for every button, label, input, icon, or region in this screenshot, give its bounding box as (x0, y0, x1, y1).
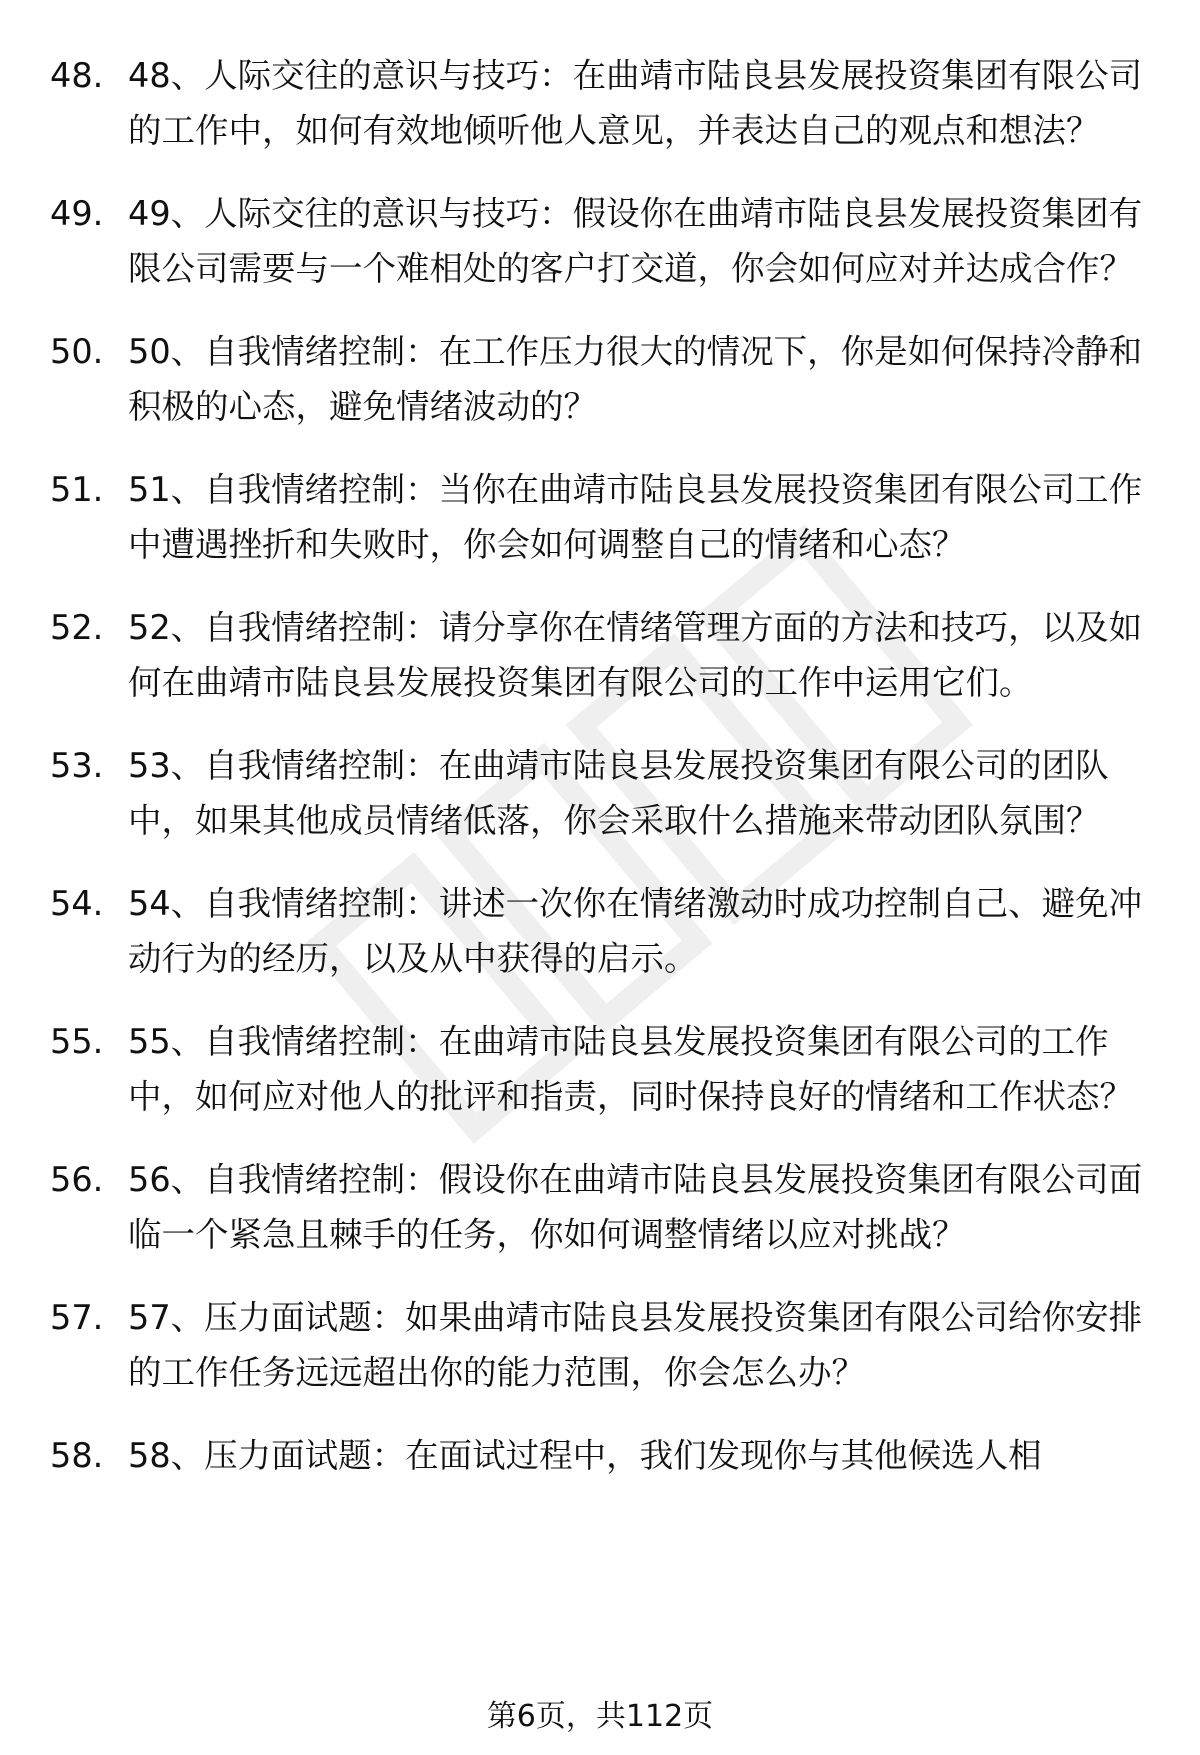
question-item (50, 1290, 1150, 1400)
question-text: 52、自我情绪控制：请分享你在情绪管理方面的方法和技巧，以及如何在曲靖市陆良县发展投资集团有限公司的工作中运用它们。 (128, 608, 1143, 702)
question-item (50, 186, 1150, 296)
question-number: 49. (50, 194, 104, 233)
question-number: 52. (50, 608, 104, 647)
question-item (50, 48, 1150, 158)
question-text: 56、自我情绪控制：假设你在曲靖市陆良县发展投资集团有限公司面临一个紧急且棘手的任务，你如何调整情绪以应对挑战？ (128, 1160, 1143, 1254)
question-text: 50、自我情绪控制：在工作压力很大的情况下，你是如何保持冷静和积极的心态，避免情绪波动的？ (128, 332, 1143, 426)
question-item (50, 462, 1150, 572)
question-item (50, 738, 1150, 848)
question-item (50, 1152, 1150, 1262)
question-item (50, 600, 1150, 710)
question-number: 51. (50, 470, 104, 509)
question-text: 54、自我情绪控制：讲述一次你在情绪激动时成功控制自己、避免冲动行为的经历，以及从中获得的启示。 (128, 884, 1143, 978)
question-text: 48、人际交往的意识与技巧：在曲靖市陆良县发展投资集团有限公司的工作中，如何有效地倾听他人意见，并表达自己的观点和想法？ (128, 56, 1143, 150)
question-number: 56. (50, 1160, 104, 1199)
question-text: 57、压力面试题：如果曲靖市陆良县发展投资集团有限公司给你安排的工作任务远远超出你的能力范围，你会怎么办？ (128, 1298, 1143, 1392)
question-list (50, 48, 1150, 1511)
question-number: 55. (50, 1022, 104, 1061)
page-footer: 第6页，共112页 (486, 1699, 714, 1734)
question-item (50, 324, 1150, 434)
question-item (50, 876, 1150, 986)
question-number: 54. (50, 884, 104, 923)
question-number: 53. (50, 746, 104, 785)
question-text: 49、人际交往的意识与技巧：假设你在曲靖市陆良县发展投资集团有限公司需要与一个难相处的客户打交道，你会如何应对并达成合作？ (128, 194, 1143, 288)
question-number: 58. (50, 1436, 104, 1475)
question-text: 51、自我情绪控制：当你在曲靖市陆良县发展投资集团有限公司工作中遭遇挫折和失败时，你会如何调整自己的情绪和心态？ (128, 470, 1143, 564)
question-text: 58、压力面试题：在面试过程中，我们发现你与其他候选人相 (128, 1436, 1042, 1475)
question-text: 55、自我情绪控制：在曲靖市陆良县发展投资集团有限公司的工作中，如何应对他人的批评和指责，同时保持良好的情绪和工作状态？ (128, 1022, 1133, 1116)
question-number: 57. (50, 1298, 104, 1337)
question-item (50, 1014, 1150, 1124)
question-item (50, 1428, 1150, 1483)
question-number: 50. (50, 332, 104, 371)
question-number: 48. (50, 56, 104, 95)
question-text: 53、自我情绪控制：在曲靖市陆良县发展投资集团有限公司的团队中，如果其他成员情绪低落，你会采取什么措施来带动团队氛围？ (128, 746, 1109, 840)
